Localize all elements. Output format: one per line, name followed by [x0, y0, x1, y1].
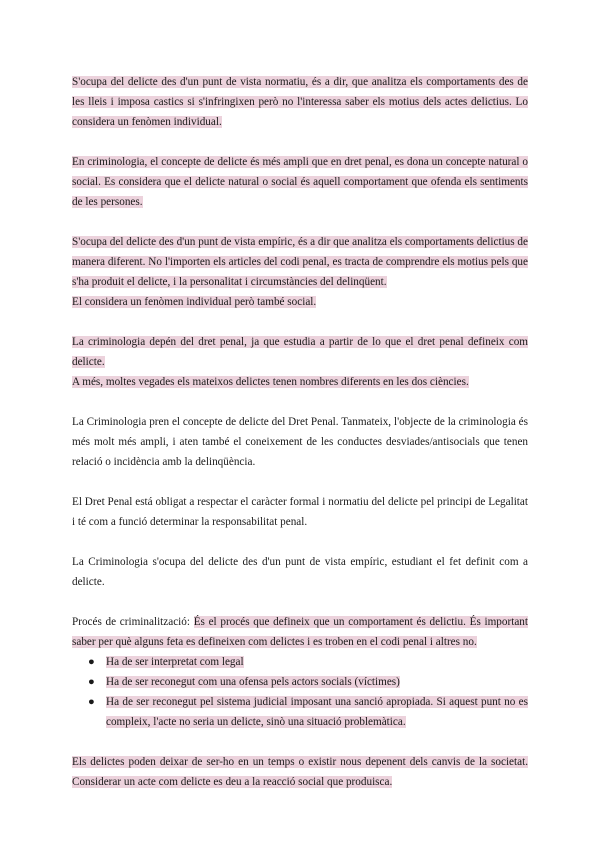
highlighted-text: És el procés que defineix que un comportament és delictiu. És important saber per què alguns feta es defineixen com delictes i es troben en el codi penal i altres no.: [72, 616, 528, 648]
bullet-icon: ●: [88, 696, 95, 708]
paragraph-empirical-study: La Criminologia s'ocupa del delicte des d'un punt de vista empíric, estudiant el fet definit com a delicte.: [72, 556, 528, 588]
criminalization-requirements-list: [72, 652, 528, 732]
list-item: [72, 692, 528, 732]
paragraph-gap: [72, 212, 528, 232]
paragraph-criminalization: [72, 612, 528, 652]
list-item: [72, 652, 528, 672]
paragraph-penal-law: El Dret Penal está obligat a respectar el caràcter formal i normatiu del delicte pel principi de Legalitat i té com a funció determinar la responsabilitat penal.: [72, 496, 528, 528]
bullet-icon: ●: [88, 656, 95, 668]
list-item-text: Ha de ser reconegut com una ofensa pels actors socials (víctimes): [106, 676, 400, 688]
paragraph-social-reaction: [72, 752, 528, 792]
paragraph-gap: [72, 472, 528, 492]
paragraph-gap: [72, 592, 528, 612]
highlighted-text: S'ocupa del delicte des d'un punt de vista empíric, és a dir que analitza els comportaments delictius de manera diferent. No l'importen els articles del codi penal, es tracta de comprendre els motius pels que s'ha produit el delicte, i la personalitat i circumstàncies del delinqüent.: [72, 236, 528, 288]
paragraph-gap: [72, 392, 528, 412]
paragraph-empirical-view: [72, 232, 528, 312]
paragraph-normative-view: [72, 72, 528, 132]
highlighted-text: La criminologia depén del dret penal, ja que estudia a partir de lo que el dret penal defineix com delicte.: [72, 336, 528, 368]
highlighted-text: El considera un fenòmen individual però també social.: [72, 296, 317, 308]
highlighted-text: En criminologia, el concepte de delicte és més ampli que en dret penal, es dona un concepte natural o social. Es considera que el delicte natural o social és aquell comportament que ofenda els sentiments de les persones.: [72, 156, 528, 208]
paragraph-gap: [72, 732, 528, 752]
paragraph-criminology-scope: La Criminologia pren el concepte de delicte del Dret Penal. Tanmateix, l'objecte de la criminologia és més molt més ampli, i aten també el coneixement de les conductes desviades/antisocials que tenen relació o incidència amb la delinqüència.: [72, 416, 528, 468]
bullet-icon: ●: [88, 676, 95, 688]
list-item-text: Ha de ser interpretat com legal: [106, 656, 244, 668]
paragraph-gap: [72, 312, 528, 332]
highlighted-text: Els delictes poden deixar de ser-ho en un temps o existir nous depenent dels canvis de la societat. Considerar un acte com delicte es deu a la reacció social que produisca.: [72, 756, 528, 788]
list-item: [72, 672, 528, 692]
highlighted-text: S'ocupa del delicte des d'un punt de vista normatiu, és a dir, que analitza els comportaments des de les lleis i imposa castics si s'infringixen però no l'interessa saber els motius dels actes delictius. Lo considera un fenòmen individual.: [72, 76, 528, 128]
paragraph-criminology-concept: [72, 152, 528, 212]
document-page: [72, 72, 528, 792]
criminalization-label: Procés de criminalització:: [72, 616, 190, 628]
paragraph-gap: [72, 132, 528, 152]
paragraph-dependence: [72, 332, 528, 392]
highlighted-text: A més, moltes vegades els mateixos delictes tenen nombres diferents en les dos ciències.: [72, 376, 469, 388]
list-item-text: Ha de ser reconegut pel sistema judicial imposant una sanció apropiada. Si aquest punt no es compleix, l'acte no seria un delicte, sinò una situació problemàtica.: [106, 696, 528, 728]
paragraph-gap: [72, 532, 528, 552]
